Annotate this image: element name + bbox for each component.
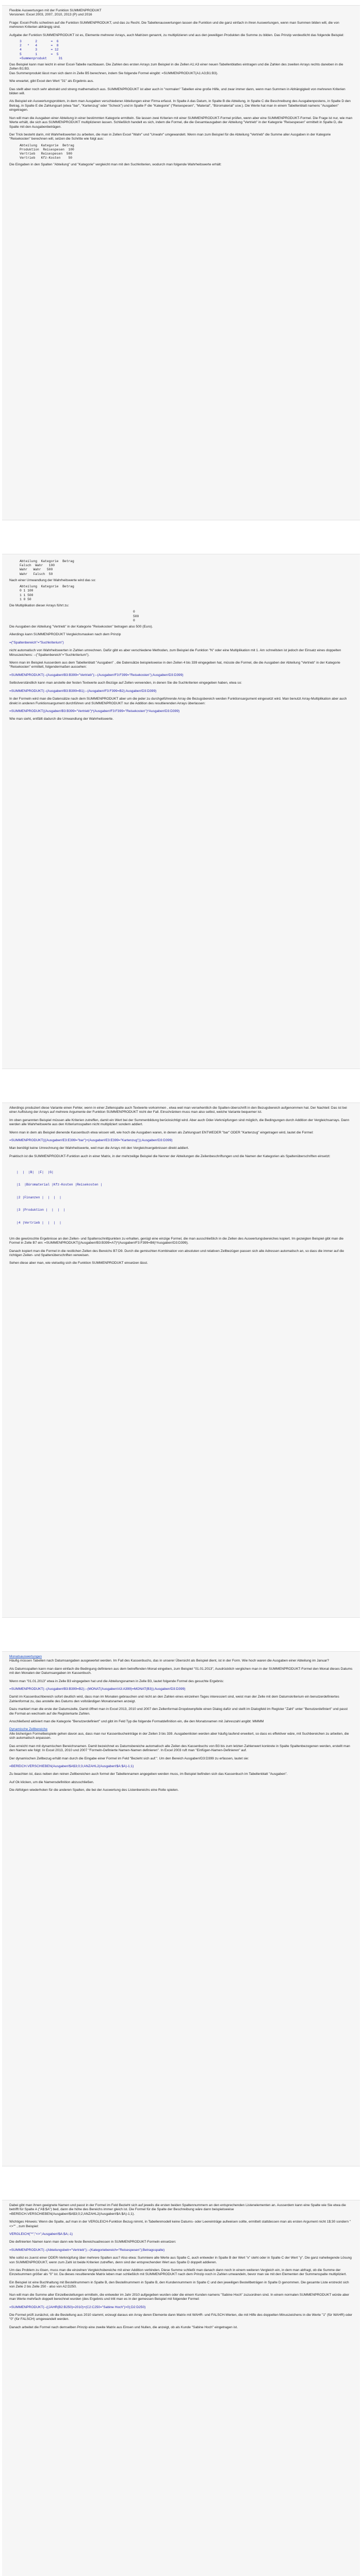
table-row: Vertrieb Reisespesen 500 bbox=[20, 152, 73, 156]
formula-code: =SUMMENPRODUKT(--(Ausgaben!B3:B399=B2);--(MONAT(Ausgaben!A3:A399)=MONAT(B3));Ausgaben!D3:D399) bbox=[9, 1687, 186, 1691]
article-section-dynamic-ranges bbox=[2, 2200, 360, 2576]
table-row: |4 |Vertrieb | | | | bbox=[17, 1221, 61, 1225]
paragraph: Wenn man "01.01.2013" etwa in Zelle B3 eingegeben hat und die Abteilungsnamen in Zelle B3, lautet folgende Formel des gesuchte Ergebnis: bbox=[9, 1679, 224, 1683]
paragraph: Die Formel prüft zunächst, ob die Bestellung aus 2010 stammt, erzeugt daraus ein Array deren Elemente dann Matrix mit WAHR- und FALSCH-Werten, die mit Hilfe des doppelten Minuszeichens in die Werte "1" (für WAHR) oder "0" (für FALSCH) umgewandelt werden. bbox=[9, 2313, 353, 2321]
article-section-or-logic bbox=[2, 1103, 360, 1618]
formula-code: =SUMMENPRODUKT(--((JAHR(B2:B250)=2010)+(C2:C250="Sabine Hoch")>0);D2:D250) bbox=[9, 2305, 146, 2309]
paragraph: Das Beispiel kann man leicht in einer Excel-Tabelle nachbauen. Die Zahlen des ersten Arrays zum Beispiel in die Zellen A1:A3 einer neuen Tabellenblattes eintragen und die Zahlen des zweiten Arrays rechts daneben in die Zellen B1:B3. bbox=[9, 63, 343, 71]
paragraph: Wenn man in dem als Beispiel dienende Kassenbuch etwa wissen will, wie hoch die Ausgaben waren, in denen als Zahlungsart ENTWEDER "bar" ODER "Kartenzug" eingetragen wird, lautet die Formel: bbox=[9, 1130, 314, 1134]
paragraph: Danach arbeitet die Formel nach demselben Prinzip eine zweite Matrix aus Einsen und Nullen, die anzeigt, ob als Kunde "Sabine Hoch" eingetragen ist. bbox=[9, 2325, 238, 2329]
paragraph: Zu beachten ist, dass neben den reinen Zellbereichen auch formel der Tabellennamen angegeben werden muss, im Beispiel befinden sich das Kassenbuch im Tabellenblatt "Ausgaben". bbox=[9, 1772, 288, 1776]
paragraph: Damit im Kassenbuchbereich sofort deutlich wird, dass man im Monaten gebrauchen und nicht an den Zahlen eines einzelnen Tages interessiert sind, weist man der Zelle mit dem Datumskriterium ein benutzerdefiniertes Zahlenformat zu, das anstelle des Datums den vollständigen Monatsnamen anzeigt. bbox=[9, 1695, 339, 1703]
paragraph: Allerdings produziert diese Variante einen Fehler, wenn in einer Zellenspalte auch Textwerte vorkommen , etwa weil man versehentlich die Spalten-überschrift in den Bezugsbereich aufgenommen hat. Der Nachteil: Das ist bei einer Auflistung der Arrays auf mehrere Argumente der Funktion SUMMENPRODUKT nicht der Fall. Einschränken muss man also selbst, welche Variante bequemer ist. bbox=[9, 1106, 347, 1114]
paragraph: Nach einer Umwandlung der Wahrheitswerte wird das so: bbox=[9, 578, 96, 582]
paragraph: In der Formeln wird man die Datensätze nach dem SUMMENPRODUKT aber um die jeder zu durchgeführende Array die Bezugsbereich werden Funktionsargument eingesetzt wird. Man benutzt Array-Multiplikation aber auch direkt in anderen Funktionsargument durchführen und SUMMENPRODUKT nur die Addition des resultierenden Arrays überlassen: bbox=[9, 697, 347, 705]
article-title: Flexible Auswertungen mit der Funktion SUMMENPRODUKT bbox=[9, 9, 102, 12]
paragraph: Die Eingaben in den Spalten "Abteilung" und "Kategorie" vergleicht man mit den Suchkriterien, wodurch man folgende Wahrheitswerte erhält: bbox=[9, 162, 222, 166]
table-row: Wahr Falsch 50 bbox=[20, 572, 53, 576]
table-row: |2 |Finanzen | | | | bbox=[17, 1195, 61, 1199]
section-heading: Dynamische Zellbereiche bbox=[9, 1727, 48, 1732]
table-row: 0 bbox=[133, 618, 135, 622]
paragraph: Das Summenprodukt lässt man sich dann in Zelle B5 berechnen, indem Sie folgende Formel eingibt: =SUMMENPRODUKT(A1:A3;B1:B3). bbox=[9, 71, 218, 75]
table-row: | | |B| |F| |G| bbox=[17, 1170, 54, 1174]
paragraph: Wie erwartet, gibt Excel den Wert "31" als Ergebnis aus. bbox=[9, 79, 94, 83]
paragraph: Der Trick besteht darin, mit Wahrheitswerten zu arbeiten, die man in Zellen Excel "Wahr" und "Unwahr" umgewandelt. Wenn man zum Beispiel für die Abteilung "Vertrieb" die Summe aller Ausgaben in der Kategorie "Reisekosten" berechnen will, setzen die Schritte wie folgt aus: bbox=[9, 132, 331, 141]
versions-note: Versionen: Excel 2003, 2007, 2010, 2013 (P) und 2016 bbox=[9, 13, 92, 17]
paragraph: Wenn man im Beispiel Ausserdem aus dem Tabellenblatt "Ausgaben" , die Datensätze beispielsweise in den Zeilen 4 bis 339 eingegeben hat, müsste die Formel, die die Ausgaben der Abteilung "Vertrieb" in der Kategorie "Reisekosten" ermittelt, folgendermaßen aussehen: bbox=[9, 661, 340, 669]
paragraph: Im oben genannten Beispiel müssen alle Kriterien zutreffen, damit ein Wert bei der Summenbildung berücksichtigt wird. Aber auch Oder-Verknüpfungen sind möglich, die Bedingungen durch Addition der Vergleichsarrays. Dann werden alle Wahrheitswerte aus den Kriteriumsspalten nicht multipliziert sondern addiert. bbox=[9, 1118, 350, 1127]
paragraph: Häufig müssen Tabellen nach Datumsangaben ausgewertet werden. Im Fall des Kassenbuchs, das in unserer Übersicht als Beispiel dient, ist in der Form. Wie hoch waren die Ausgaben einer Abteilung im Januar? bbox=[9, 1659, 330, 1663]
paragraph: Wie man sieht, entfällt dadurch die Umwandlung der Wahrheitswerte. bbox=[9, 717, 114, 721]
article-section-monthly bbox=[2, 1651, 360, 2166]
table-row: Abteilung Kategorie Betrag bbox=[20, 143, 74, 147]
sample-table bbox=[20, 40, 353, 61]
table-row: 3 2 = 6 bbox=[20, 40, 59, 44]
formula-code: =BEREICH.VERSCHIEBEN(Ausgaben!$A$3;0;3;ANZAHL2(Ausgaben!$A:$A)-1;1) bbox=[9, 1764, 134, 1768]
formula-code: =SUMMENPRODUKT(--(Ausgaben!B3:B399="Vertrieb");--(Ausgaben!F3:F399="Reisekosten");Ausgaben!D3:D399) bbox=[9, 673, 184, 677]
paragraph: Die Multiplikation dieser Arrays führt zu: bbox=[9, 604, 69, 608]
table-row: |3 |Produktion | | | | bbox=[17, 1208, 65, 1212]
paragraph: Auf Ok klicken, um die Namensdefinition abzuschließen. bbox=[9, 1780, 94, 1784]
paragraph: Um die gewünschte Ergebnisse an den Zellen- und Spaltenschnittpunkten zu erhalten, genügt eine einzige Formel, die man ausschließlich in die Zellen des Auswertungsbereiches kopiert. Im gezeigten Beispiel gibt man die Formel in Zelle B7 ein: =SUMMENPRODUKT((Ausgaben!B3:B399=A7)*(Ausgaben!F3:F399=B6)*Ausgaben!D3:D399). bbox=[9, 1236, 344, 1245]
table-row: 500 bbox=[133, 614, 139, 618]
paragraph: Sehen diese aber man, wie vielseitig sich die Funktion SUMMENPRODUKT einsetzen lässt. bbox=[9, 1261, 148, 1265]
paragraph: Nun will man die Summe aller Einzelbestellungen ermitteln, die entweder im Jahr 2010 aufgegeben wurden oder die einem Kunden namens "Sabine Hoch" zuzuordnen sind. In einem normalen SUMMENPRODUKT würde aber man Werte mehrfach doppelt berechnet wurden (des Ergebnis und tritt man es in der gemessen Beispiel mit folgender Formel: bbox=[9, 2293, 350, 2301]
paragraph: Wichtiges Hinweis: Wenn die Spalte, auf man in der VERGLEICH-Funktion Bezug nimmt, in Tabellenmodell keine Datums- oder Leereinträge aufweisen sollte, ermittelt stattdessen man als ersten Argument nicht 1$:30 sondern "<>"" , zum Beispiel: bbox=[9, 2220, 351, 2228]
paragraph: Die Abfolgen wiederholen für die anderen Spalten, die bei der Auswertung des Listenbereichs eine Rolle spielen. bbox=[9, 1788, 179, 1792]
paragraph: Um das Problem zu lösen, muss man die einzelnen Vergleichsbereiche mit einer Addition verbinden. Diese Summe schließt man danach dann noch in einem weiteren Vergleich ein, in dem man abfragt, ob die Summe der Einzelsummen größer als "0" ist. Da dieses resultierende Matrix leben man schließlich mit SUMMENPRODUKT nach dem Prinzip noch in Zahlen umwandeln, bevor man sie mit den Elementen der Summenspalte multipliziert. bbox=[9, 2268, 347, 2277]
table-row: Vertrieb Kfz-Kosten 50 bbox=[20, 156, 73, 160]
table-row: Wahr Wahr 500 bbox=[20, 568, 53, 572]
table-row: Abteilung Kategorie Betrag bbox=[20, 585, 74, 589]
table-row: Falsch Wahr 100 bbox=[20, 564, 55, 568]
formula-code: =SUMMENPRODUKT(--(Abteilungsbetr="Vertrieb");--(Kategoriebereich="Reisespesen");Betragsspalte) bbox=[9, 2248, 165, 2252]
table-row: 1 0 50 bbox=[20, 597, 31, 601]
table-header: Abteilung Kategorie Betrag bbox=[20, 560, 74, 563]
table-row: 2 * 4 = 8 bbox=[20, 44, 59, 48]
article-section-truth-values bbox=[2, 554, 360, 1069]
paragraph: Die Ausgaben der Abteilung "Vertrieb" in der Kategorie "Reisekosten" betragen also 500 (Euro). bbox=[9, 625, 153, 629]
paragraph: Dazu markiert man die erste der Datumszelle, Damit öffnet man in Excel 2013, 2010 und 2007 den Zellenformat-Dropdownpfeile einen Dialog dafür und stellt im Dialogfeld im Register "Zahl" unter "Benutzerdefiniert" und passt die Format-an wechseln auf die Registerkarte Zahlen. bbox=[9, 1707, 348, 1716]
formula-code: =("Spaltenbereich"="Suchkriterium") bbox=[9, 640, 64, 645]
paragraph: Das erreicht man mit dynamischen Bereichsnamen. Damit bezeichnet es Datumsbereiche automatisch alle Zeilen des Kassenbuchs von B3 bis zum letzten Zahlenwert konkrete in Spalte Spaltenbezogenen werden, erstellt man den Namen wie folgt: In Excel 2013, 2010 und 2007 "Formeln-Definierte Namen-Namen definieren". In Excel 2003 ruft man "Einfügen-Namen-Definieren" auf. bbox=[9, 1744, 350, 1753]
paragraph: Praktisch ist die SUMMENPRODUKT-Funktion auch in einer Matrix, in der mehrzeilige Beispiel die Nenner der Abteilungen die Zeilenbeschriftungen und die Namen der Kategorien als Spaltenüberschriften einsetzt: bbox=[9, 1154, 331, 1158]
article-section-intro bbox=[2, 5, 360, 520]
paragraph: Man benötigt keine Umrechnung der Wahrheitswerte, weil man die Arrays mit den Vergleichsergebnissen direkt addiert. bbox=[9, 1146, 189, 1150]
section-heading: Monatsauswertungen bbox=[9, 1655, 42, 1658]
paragraph: Anschließend aktiviert man die Kategorie "Benutzerdefiniert" und gibt im Feld Typ die folgende Formatdefinition ein, die den Monatsnamen mit Jahreszahl angibt: MMMM bbox=[9, 1720, 264, 1724]
paragraph: Allerdings kann SUMMENPRODUKT Vergleichsmasken nach dem Prinzip bbox=[9, 633, 121, 637]
paragraph: Ein Beispiel ist eine Buchhaltung mit Bestellnummern in Spalte B, den Bestellnummern in Spalte B, den Kundennummern in Spalte C und den jeweiligen Bestellbeträgen in Spalte D genommen. Die gesamte Liste erstreckt sich von Zeile 2 bis Zelle 250 - also von A2:D250. bbox=[9, 2280, 349, 2289]
paragraph: nicht automatisch von Wahrheitswerten in Zahlen umrechnen. Dafür gibt es aber verschiedene Methoden, zum Beispiel die Funktion "N" oder eine Multiplikation mit 1. Am schnellsten ist jedoch der Einsatz eines doppelten Minuszeichens: --("Spaltenbereich"="Suchkriterium"). bbox=[9, 649, 341, 657]
formula-code: =SUMMENPRODUKT((Ausgaben!B3:B399="Vertrieb")*(Ausgaben!F3:F399="Reisekosten")*Ausgaben!D3:D399) bbox=[9, 709, 180, 713]
truth-table bbox=[20, 560, 353, 577]
paragraph: Als Datumsspalten kann man dann einfach die Bedingung definieren aus dem betreffenden Monat eingeben, zum Beispiel "01.01.2013", Ausdrücklich verglichen man in der SUMMENPRODUKT-Formel den Monat dieses Datums mit den Monaten der Datumsangaben im Kassenbuch. bbox=[9, 1667, 353, 1675]
paragraph: Dabei gibt man ihnen geeignete Namen und passt in der Formel im Feld Bezieht sich auf jeweils die ersten beiden Spaltennummern an den entsprechenden Listenelementen an. Ausserdem kann eine Spalte wie Sie etwa die betrifft für Spalte A ("A$:$A") bed, dann die höhe des Bereichs immer gleich ist. Die Formel für die Spalte der Beschreibung wäre dann beispielsweise =BEREICH.VERSCHIEBEN(Ausgaben!$A$3;0;2;ANZAHL2(Ausgaben!$A:$A)-1;1). bbox=[9, 2204, 346, 2216]
paragraph: Nun will man die Ausgaben einer Abteilung in einer bestimmten Kategorie ermitteln. Sie lassen zwei Kriterien mit einer SUMMENPRODUKT-Formel prüfen, wenn aber eine SUMMENPRODUKT-Formel. Die Frage ist nur, wie man Werte erhält, die sich aus SUMMENPRODUKT multiplizieren lassen. Schließlich handelt es sich, indem die Formel, die die Gesamtausgaben der Abteilung "Vertrieb" in der Kategorie "Reisespesen" ermittelt in Spalte D, die Spalte mit den Ausgabenbeträgen. bbox=[9, 116, 353, 129]
formula-code: VERGLEICH("*";"<>";Ausgaben!$A:$A;-1) bbox=[9, 2232, 73, 2236]
paragraph: Danach kopiert man die Formel in die restlichen Zellen des Bereichs B7:D9. Durch die gemischten Kombination von absoluten und relativen Zellbezügen passen sich alle Adressen automatisch an, so dass die immer auf die richtigen Zeilen- und Spaltenüberschriften verweisen. bbox=[9, 1249, 344, 1257]
formula-code: =SUMMENPRODUKT(--(Ausgaben!B3:B399=B1);--(Ausgaben!F3:F399=B2);Ausgaben!D3:D399) bbox=[9, 689, 157, 693]
calc-result bbox=[133, 610, 353, 623]
table-row: 0 bbox=[133, 610, 135, 614]
table-row: 0 1 100 bbox=[20, 589, 34, 593]
mini-table bbox=[20, 144, 353, 161]
table-row: 5 1 = 5 bbox=[20, 52, 59, 56]
paragraph: Die definierten Namen kann man dann wie feste Bereichsadressen in SUMMENPRODUKT-Formeln einsetzen: bbox=[9, 2240, 176, 2244]
paragraph: Das stellt aber noch sehr abstrakt und streng mathematisch aus. SUMMENPRODUKT ist aber auch in "normalen" Tabellen eine große Hilfe, und zwar immer dann, wenn man Summen in Abhängigkeit von mehreren Kriterien bilden will. bbox=[9, 87, 345, 96]
paragraph: Selbstverständlich kann man anstelle der festen Textwerte auch Bezüge auf Zellen verwenden, in denen Sie die Suchkriterien eingegeben haben, etwa so: bbox=[9, 681, 242, 685]
formula-code: =SUMMENPRODUKT(((Ausgaben!E3:E399="bar")+(Ausgaben!E3:E399="Kartenzug"));Ausgaben!D3:D399) bbox=[9, 1139, 173, 1143]
table-row: 4 3 = 12 bbox=[20, 48, 59, 52]
paragraph: Wie sollst es zuerst einer ODER-Verknüpfung über mehrere Spalten aus? Also etwa: Summiere alle Werte aus Spalte C, auch entweder in Spalte B der Wert "x" steht oder in Spalte C der Wert "y". Die ganz naheliegende Lösung von SUMMENPRODUKT, wenn zum Zahl ist beide Kriterien zutreffen, denn sind der entsprechenden Wert aus Spalte D doppelt addieren. bbox=[9, 2256, 352, 2264]
paragraph: Alle bisherigen Formelbeispiele gehen davon aus, dass man nur Kassenbucheinträge in der Zeilen 3 bis 339. Ausgabenlisten werden aber häufig laufend erweitert, so dass es effektiver wäre, mit Suchbereichen zu arbeiten, die sich automatisch anpassen. bbox=[9, 1732, 349, 1740]
table-row: =Summenprodukt 31 bbox=[20, 56, 63, 60]
matrix-grid bbox=[17, 1162, 353, 1233]
paragraph: Frage: Excel-Profis schwören auf die Funktion SUMMENPRODUKT, und das zu Recht. Die Tabellenauswertungen lassen die Funktion und die ganz einfach in ihren Auswertungen, wenn man Summen bilden will, die von mehreren Kriterien abhängig sind. bbox=[9, 21, 339, 29]
paragraph: Aufgabe der Funktion SUMMENPRODUKT ist es, Elemente mehrerer Arrays, auch Matrizen genannt, zu multiplizieren und aus den jeweiligen Produkten die Summe zu bilden. Das Prinzip verdeutlicht das folgende Beispiel: bbox=[9, 33, 344, 37]
table-row: |1 |Büromaterial |Kfz-Kosten |Reisekosten | bbox=[17, 1183, 103, 1187]
paragraph: Als Beispiel ein Auswertungsproblem, in dem man Ausgaben verschiedener Abteilungen einer Firma erfasst. In Spalte A das Datum, in Spalte B die Abteilung, in Spalte C die Beschreibung des Ausgabenpostens, in Spalte D den Betrag, in Spalte E die Zahlungsart (etwa "bar", "Kartenzug" oder "Scheck") und in Spalte F die "Kategorie" ("Reisespesen", "Material", "Büromaterial" usw.). Die Werte hat man in einem Tabellenblatt namens "Ausgaben" eingetragen. bbox=[9, 99, 351, 112]
paragraph: Der dynamischen Zellbezug erhält man durch die Eingabe einer Formel im Feld "Bezieht sich auf:". Um den Bereich Ausgaben!D3:D399 zu erfassen, lautet sie: bbox=[9, 1756, 249, 1760]
table-row: Produktion Reisespesen 100 bbox=[20, 147, 74, 151]
table-row: 1 1 500 bbox=[20, 593, 34, 597]
numeric-table bbox=[20, 585, 353, 602]
